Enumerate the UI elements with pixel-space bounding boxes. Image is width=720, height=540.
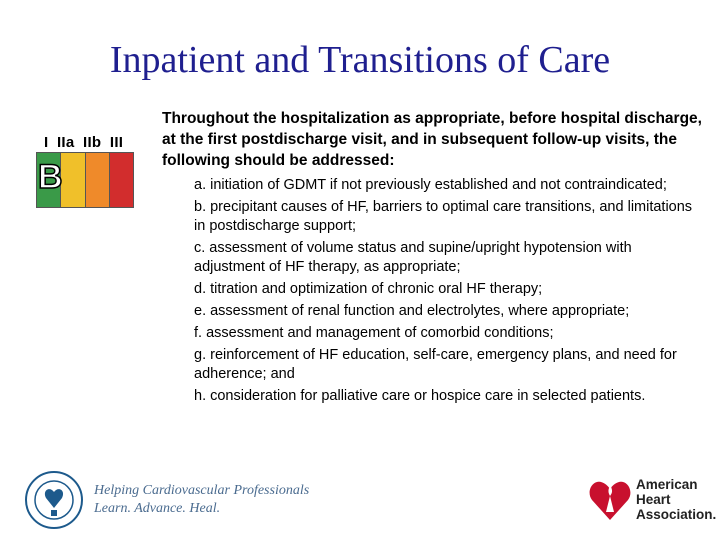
slide-title: Inpatient and Transitions of Care xyxy=(109,39,611,81)
class-label-iii: III xyxy=(109,134,124,151)
list-item: d. titration and optimization of chronic oral HF therapy; xyxy=(194,281,543,297)
class-label-i: I xyxy=(44,134,49,151)
aha-line-3: Association. xyxy=(636,506,717,522)
recommendation-intro: Throughout the hospitalization as appropriate, before hospital discharge, at the first postdischarge visit, and in subsequent follow-up visits, the following should be addressed: xyxy=(162,110,702,169)
list-item: e. assessment of renal function and electrolytes, where appropriate; xyxy=(194,303,630,319)
list-item: c. assessment of volume status and supine/upright hypotension with adjustment of HF therapy, as appropriate; xyxy=(194,240,632,275)
aha-wordmark xyxy=(636,477,716,522)
list-item: b. precipitant causes of HF, barriers to optimal care transitions, and limitations in postdischarge support; xyxy=(194,199,693,234)
class-iib-swatch xyxy=(86,153,110,207)
acc-seal-icon xyxy=(24,470,84,530)
heart-torch-icon xyxy=(588,476,632,522)
class-iii-swatch xyxy=(110,153,133,207)
recommendation-class-labels xyxy=(44,134,127,151)
aha-logo xyxy=(588,476,716,522)
acc-tagline xyxy=(94,482,309,518)
class-iia-swatch xyxy=(61,153,85,207)
class-label-iib: IIb xyxy=(82,134,102,151)
aha-line-1: American xyxy=(636,476,698,492)
list-item: f. assessment and management of comorbid conditions; xyxy=(194,325,554,341)
recommendation-items xyxy=(194,176,699,409)
level-of-evidence-badge: B xyxy=(38,158,63,196)
acc-tagline-line-1: Helping Cardiovascular Professionals xyxy=(94,483,310,498)
acc-logo xyxy=(24,470,309,530)
list-item: g. reinforcement of HF education, self-care, emergency plans, and need for adherence; and xyxy=(194,347,677,382)
list-item: a. initiation of GDMT if not previously established and not contraindicated; xyxy=(194,177,667,193)
aha-line-2: Heart xyxy=(636,491,671,507)
acc-tagline-line-2: Learn. Advance. Heal. xyxy=(94,501,221,516)
list-item: h. consideration for palliative care or hospice care in selected patients. xyxy=(194,388,646,404)
class-label-iia: IIa xyxy=(56,134,75,151)
